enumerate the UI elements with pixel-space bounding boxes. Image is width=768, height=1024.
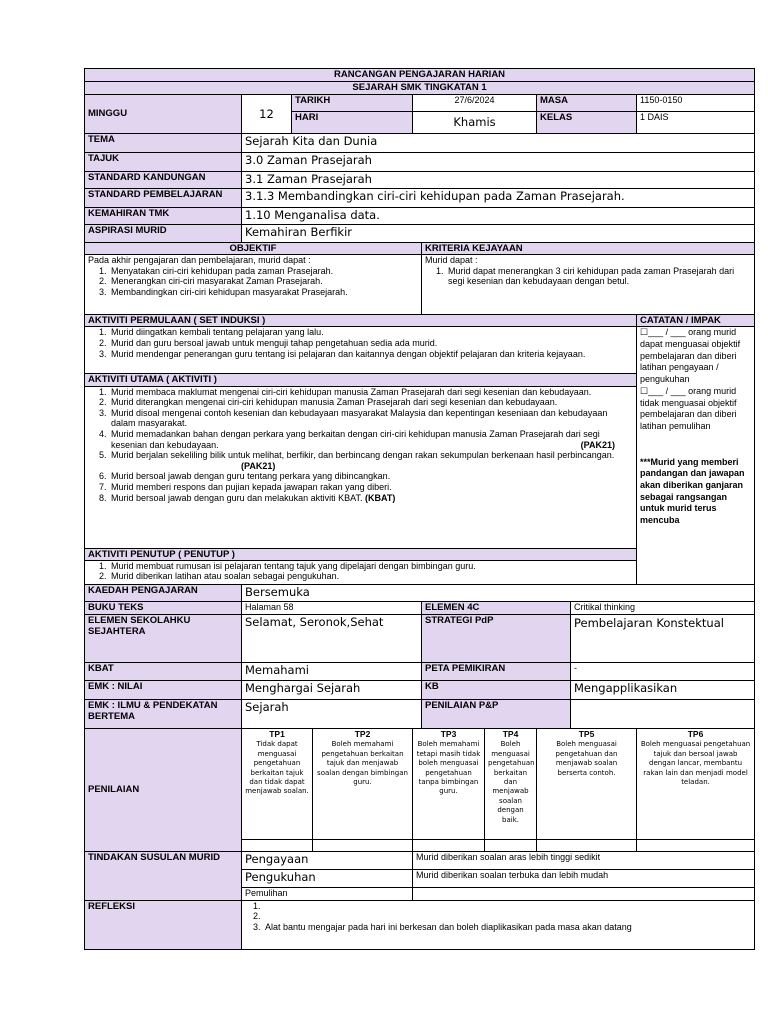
kriteria-list (425, 266, 751, 287)
objektif-intro: Pada akhir pengajaran dan pembelajaran, murid dapat : (88, 255, 311, 266)
peta-pemikiran-value: - (571, 662, 755, 680)
standard-pembelajaran-label: STANDARD PEMBELAJARAN (85, 189, 242, 208)
list-item: 2. Menerangkan ciri-ciri masyarakat Zaman Prasejarah. (109, 276, 418, 287)
tp5-check[interactable] (537, 839, 637, 851)
penutup-list (88, 561, 633, 582)
pemulihan-desc (413, 887, 755, 900)
list-item: 1. Menyatakan ciri-ciri kehidupan pada zaman Prasejarah. (109, 266, 418, 277)
list-item: 3. Murid mendengar penerangan guru tentang isi pelajaran dan kaitannya dengan objektif pelajaran dan kriteria kejayaan. (109, 349, 633, 360)
kriteria-heading: KRITERIA KEJAYAAN (422, 243, 755, 255)
objektif-list (88, 266, 418, 298)
standard-kandungan-label: STANDARD KANDUNGAN (85, 172, 242, 189)
standard-pembelajaran-value: 3.1.3 Membandingkan ciri-ciri kehidupan pada Zaman Prasejarah. (242, 189, 755, 208)
minggu-value: 12 (242, 95, 292, 134)
tp5-desc: Boleh menguasai pengetahuan dan menjawab soalan berserta contoh. (555, 740, 618, 777)
pak21-tag: (PAK21) (580, 439, 615, 450)
list-item (109, 397, 633, 408)
kelas-value: 1 DAIS (637, 112, 755, 134)
hari-value: Khamis (413, 112, 537, 134)
tp6-desc: Boleh menguasai pengetahuan tajuk dan bersoal jawab dengan lancar, membantu rakan lain dan menjadi model teladan. (640, 740, 751, 787)
kaedah-value: Bersemuka (242, 584, 755, 601)
penilaian-pp-value (571, 699, 755, 728)
kbat-label: KBAT (85, 662, 242, 680)
kb-label: KB (422, 680, 571, 699)
permulaan-body (85, 327, 637, 374)
elemen-4c-label: ELEMEN 4C (422, 601, 571, 614)
tarikh-label: TARIKH (292, 95, 413, 112)
kaedah-label: KAEDAH PENGAJARAN (85, 584, 242, 601)
kriteria-intro: Murid dapat : (425, 255, 478, 266)
tp3-title: TP3 (440, 728, 457, 739)
utama-list (88, 387, 633, 504)
utama-body (85, 386, 637, 548)
list-item (109, 429, 633, 450)
tindakan-label: TINDAKAN SUSULAN MURID (85, 851, 242, 900)
emk-nilai-label: EMK : NILAI (85, 680, 242, 699)
plan-subtitle: SEJARAH SMK TINGKATAN 1 (85, 82, 755, 95)
pengayaan-label: Pengayaan (242, 851, 413, 869)
catatan-heading: CATATAN / IMPAK (637, 315, 755, 327)
lesson-plan-table (84, 68, 755, 950)
tp3-desc: Boleh memahami tetapi masih tidak boleh menguasai pengetahuan tanpa bimbingan guru. (416, 740, 481, 796)
peta-pemikiran-label: PETA PEMIKIRAN (422, 662, 571, 680)
aspirasi-murid-label: ASPIRASI MURID (85, 225, 242, 243)
hari-label: HARI (292, 112, 413, 134)
kb-value: Mengapplikasikan (571, 680, 755, 699)
aspirasi-murid-value: Kemahiran Berfikir (242, 225, 755, 243)
penutup-body (85, 560, 637, 584)
list-item (109, 387, 633, 398)
list-item (263, 911, 751, 922)
tp6-check[interactable] (637, 839, 755, 851)
strategi-pdp-label: STRATEGI PdP (422, 614, 571, 662)
tarikh-value: 27/6/2024 (413, 95, 537, 112)
tp6-title: TP6 (687, 728, 704, 739)
tajuk-value: 3.0 Zaman Prasejarah (242, 153, 755, 172)
buku-teks-label: BUKU TEKS (85, 601, 242, 614)
list-item: 2. Murid dan guru bersoal jawab untuk menguji tahap pengetahuan sedia ada murid. (109, 338, 633, 349)
buku-teks-value: Halaman 58 (242, 601, 422, 614)
masa-label: MASA (537, 95, 637, 112)
kbat-tag: (KBAT) (365, 492, 396, 503)
tp4-title: TP4 (502, 728, 519, 739)
elemen-sekolahku-value: Selamat, Seronok,Sehat (242, 614, 422, 662)
emk-ilmu-value: Sejarah (242, 699, 422, 728)
catatan-body (637, 327, 755, 584)
penilaian-pp-label: PENILAIAN P&P (422, 699, 571, 728)
list-item-text: Murid diterangkan mengenai ciri-ciri kehidupan manusia Zaman Prasejarah dari segi kesenian dan kebudayaan. (111, 397, 558, 408)
list-item-text: Murid berjalan sekeliling bilik untuk melihat, berfikir, dan berbincang dengan rakan sekumpulan berkenaan hasil perbincangan. (111, 450, 615, 461)
list-item: 1. Murid diingatkan kembali tentang pelajaran yang lalu. (109, 327, 633, 338)
list-item: 3. Alat bantu mengajar pada hari ini berkesan dan boleh diaplikasikan pada masa akan datang (263, 922, 751, 933)
tp4-cell (485, 728, 537, 839)
tp2-desc: Boleh memahami pengetahuan berkaitan tajuk dan menjawab soalan dengan bimbingan guru. (317, 740, 408, 787)
tp1-title: TP1 (269, 728, 285, 739)
tema-label: TEMA (85, 134, 242, 153)
list-item-text: Murid memberi respons dan pujian kepada jawapan rakan yang diberi. (111, 482, 392, 493)
list-item-text: Murid bersoal jawab dengan guru tentang perkara yang dibincangkan. (111, 471, 391, 482)
penilaian-label: PENILAIAN (85, 728, 242, 851)
list-item: 2. Murid diberikan latihan atau soalan sebagai pengukuhan. (109, 571, 633, 582)
objektif-body (85, 255, 422, 315)
catatan-line-2: ☐___ / ___ orang murid tidak menguasai objektif pembelajaran dan diberi latihan pemulihan (640, 385, 737, 431)
kriteria-body (422, 255, 755, 315)
tp4-check[interactable] (485, 839, 537, 851)
kbat-value: Memahami (242, 662, 422, 680)
list-item (109, 471, 633, 482)
tp1-check[interactable] (242, 839, 313, 851)
tp3-check[interactable] (413, 839, 485, 851)
utama-heading: AKTIVITI UTAMA ( AKTIVITI ) (85, 374, 637, 386)
kemahiran-tmk-label: KEMAHIRAN TMK (85, 208, 242, 225)
pengukuhan-label: Pengukuhan (242, 869, 413, 887)
pemulihan-label: Pemulihan (242, 887, 413, 900)
plan-title: RANCANGAN PENGAJARAN HARIAN (85, 69, 755, 82)
permulaan-heading: AKTIVITI PERMULAAN ( SET INDUKSI ) (85, 315, 637, 327)
tp5-cell (537, 728, 637, 839)
tema-value: Sejarah Kita dan Dunia (242, 134, 755, 153)
refleksi-label: REFLEKSI (85, 900, 242, 949)
list-item: 3. Membandingkan ciri-ciri kehidupan masyarakat Prasejarah. (109, 287, 418, 298)
pak21-tag: (PAK21) (241, 460, 276, 471)
list-item (109, 450, 633, 471)
tp3-cell (413, 728, 485, 839)
pengayaan-desc: Murid diberikan soalan aras lebih tinggi sedikit (413, 851, 755, 869)
elemen-4c-value: Critikal thinking (571, 601, 755, 614)
tp2-cell (313, 728, 413, 839)
list-item-text: Murid membaca maklumat mengenai ciri-ciri kehidupan manusia Zaman Prasejarah dari segi kesenian dan kebudayaan. (111, 386, 592, 397)
refleksi-body (242, 900, 755, 949)
list-item-text: Murid disoal mengenai contoh kesenian dan kebudayaan masyarakat Malaysia dan kepentingan keseniaan dan kebudayaan dalam masyarakat. (111, 407, 608, 429)
masa-value: 1150-0150 (637, 95, 755, 112)
objektif-heading: OBJEKTIF (85, 243, 422, 255)
list-item-text: Murid memadankan bahan dengan perkara yang berkaitan dengan ciri-ciri kehidupan manusia Zaman Prasejarah dari segi kesenian dan kebudayaan. (111, 429, 600, 450)
tp5-title: TP5 (578, 728, 595, 739)
catatan-note: ***Murid yang memberi pandangan dan jawapan akan diberikan ganjaran sebagai rangsangan untuk murid terus mencuba (640, 456, 745, 526)
list-item (109, 493, 633, 504)
pengukuhan-desc: Murid diberikan soalan terbuka dan lebih mudah (413, 869, 755, 887)
tp1-cell (242, 728, 313, 839)
list-item (109, 482, 633, 493)
tp2-title: TP2 (354, 728, 371, 739)
refleksi-list (245, 901, 751, 933)
strategi-pdp-value: Pembelajaran Konstektual (571, 614, 755, 662)
list-item: 1. Murid dapat menerangkan 3 ciri kehidupan pada zaman Prasejarah dari segi kesenian dan kebudayaan dengan betul. (446, 266, 751, 287)
standard-kandungan-value: 3.1 Zaman Prasejarah (242, 172, 755, 189)
permulaan-list (88, 327, 633, 359)
tp4-desc: Boleh menguasai pengetahuan berkaitan dan menjawab soalan dengan baik. (488, 740, 535, 824)
penutup-heading: AKTIVITI PENUTUP ( PENUTUP ) (85, 548, 637, 560)
tp1-desc: Tidak dapat menguasai pengetahuan berkaitan tajuk dan tidak dapat menjawab soalan. (245, 740, 309, 796)
kelas-label: KELAS (537, 112, 637, 134)
minggu-label: MINGGU (85, 95, 242, 134)
tajuk-label: TAJUK (85, 153, 242, 172)
list-item (109, 408, 633, 429)
elemen-sekolahku-label: ELEMEN SEKOLAHKU SEJAHTERA (85, 614, 242, 662)
list-item-text: Murid bersoal jawab dengan guru dan melakukan aktiviti KBAT. (111, 492, 363, 503)
list-item (263, 901, 751, 912)
list-item: 1. Murid membuat rumusan isi pelajaran tentang tajuk yang dipelajari dengan bimbingan guru. (109, 561, 633, 572)
emk-ilmu-label: EMK : ILMU & PENDEKATAN BERTEMA (85, 699, 242, 728)
catatan-line-1: ☐___ / ___ orang murid dapat menguasai objektif pembelajaran dan diberi latihan pengayaan / pengukuhan (640, 327, 741, 385)
kemahiran-tmk-value: 1.10 Menganalisa data. (242, 208, 755, 225)
emk-nilai-value: Menghargai Sejarah (242, 680, 422, 699)
tp2-check[interactable] (313, 839, 413, 851)
tp6-cell (637, 728, 755, 839)
